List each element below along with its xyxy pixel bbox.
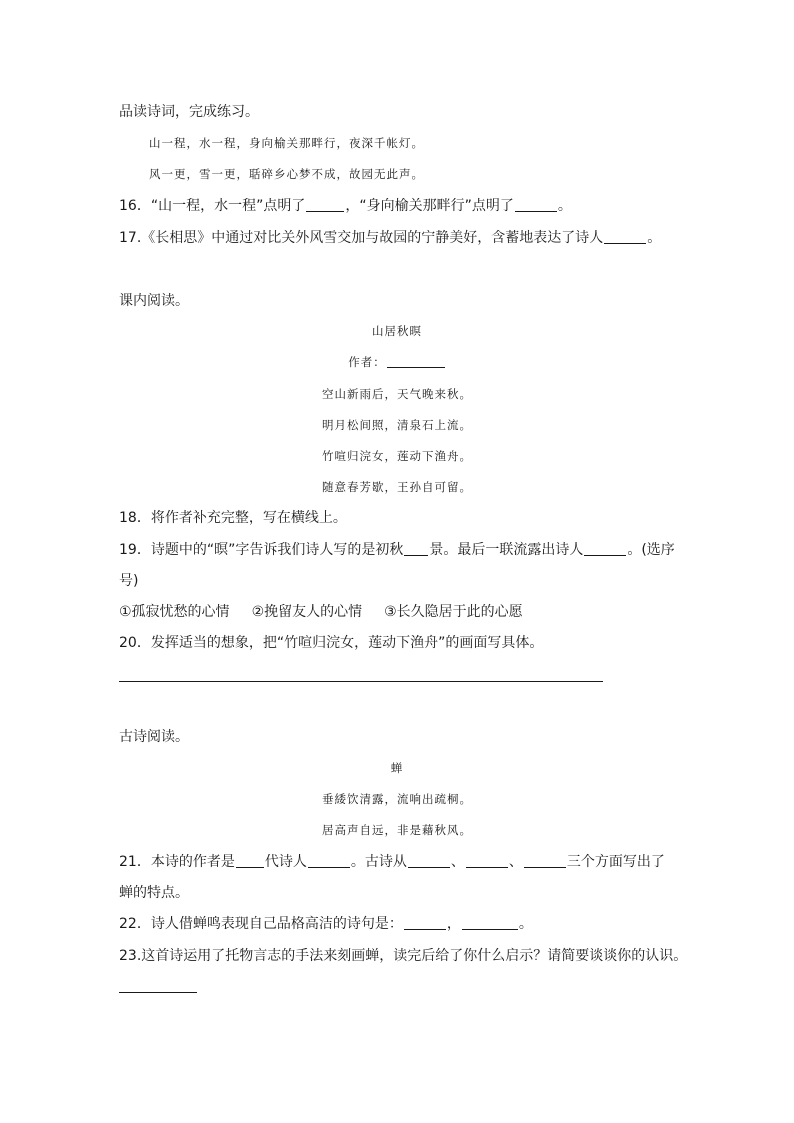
q23-answer-line[interactable] <box>119 992 197 993</box>
q19-blank-2[interactable] <box>584 541 626 556</box>
q21-blank-1[interactable] <box>236 853 264 868</box>
option-1: ①孤寂忧愁的心情 <box>119 604 230 620</box>
q22-blank-2[interactable] <box>462 915 518 930</box>
q16-blank-1[interactable] <box>306 197 344 212</box>
poem2-line-4: 随意春芳歇，王孙自可留。 <box>322 480 472 494</box>
option-3: ③长久隐居于此的心愿 <box>384 604 523 620</box>
question-19-cont: 号) <box>119 573 139 589</box>
question-18: 18．将作者补充完整，写在横线上。 <box>119 510 347 526</box>
question-17: 17.《长相思》中通过对比关外风雪交加与故园的宁静美好，含蓄地表达了诗人 。 <box>119 230 662 246</box>
section3-intro: 古诗阅读。 <box>119 729 189 745</box>
question-16: 16．“山一程，水一程”点明了 ，“身向榆关那畔行”点明了 。 <box>119 198 572 214</box>
section2-intro: 课内阅读。 <box>119 293 189 309</box>
question-19-options <box>119 602 523 622</box>
q21-blank-4[interactable] <box>466 853 508 868</box>
q21-blank-2[interactable] <box>308 853 350 868</box>
question-22: 22．诗人借蝉鸣表现自己品格高洁的诗句是： ， 。 <box>119 916 533 932</box>
poem2-line-2: 明月松间照，清泉石上流。 <box>322 418 472 432</box>
poem2-line-3: 竹喧归浣女，莲动下渔舟。 <box>322 449 472 463</box>
option-2: ②挽留友人的心情 <box>251 604 363 620</box>
q19-blank-1[interactable] <box>404 541 428 556</box>
author-label: 作者： <box>348 355 386 369</box>
q17-blank[interactable] <box>604 229 646 244</box>
poem1-line-1: 山一程，水一程，身向榆关那畔行，夜深千帐灯。 <box>149 136 424 150</box>
question-23: 23.这首诗运用了托物言志的手法来刻画蝉，读完后给了你什么启示？请简要谈谈你的认识。 <box>119 948 688 964</box>
question-21: 21．本诗的作者是 代诗人 。古诗从 、 、 三个方面写出了 <box>119 854 665 870</box>
q22-blank-1[interactable] <box>404 915 446 930</box>
q20-answer-line[interactable] <box>119 681 603 682</box>
poem3-title: 蝉 <box>390 761 404 775</box>
q16-blank-2[interactable] <box>515 197 557 212</box>
poem2-line-1: 空山新雨后，天气晚来秋。 <box>322 387 472 401</box>
question-19: 19．诗题中的“暝”字告诉我们诗人写的是初秋 景。最后一联流露出诗人 。(选序 <box>119 542 675 558</box>
poem1-line-2: 风一更，雪一更，聒碎乡心梦不成，故园无此声。 <box>149 167 424 181</box>
poem3-line-2: 居高声自远，非是藉秋风。 <box>322 823 472 837</box>
q21-blank-5[interactable] <box>524 853 566 868</box>
section1-intro: 品读诗词，完成练习。 <box>119 104 259 120</box>
question-21-cont: 蝉的特点。 <box>119 885 189 901</box>
author-blank[interactable] <box>387 355 445 368</box>
question-20: 20．发挥适当的想象，把“竹喧归浣女，莲动下渔舟”的画面写具体。 <box>119 635 544 651</box>
q21-blank-3[interactable] <box>408 853 450 868</box>
poem3-line-1: 垂緌饮清露，流响出疏桐。 <box>322 792 472 806</box>
poem2-title: 山居秋暝 <box>372 324 422 338</box>
poem2-author-line <box>0 353 794 371</box>
